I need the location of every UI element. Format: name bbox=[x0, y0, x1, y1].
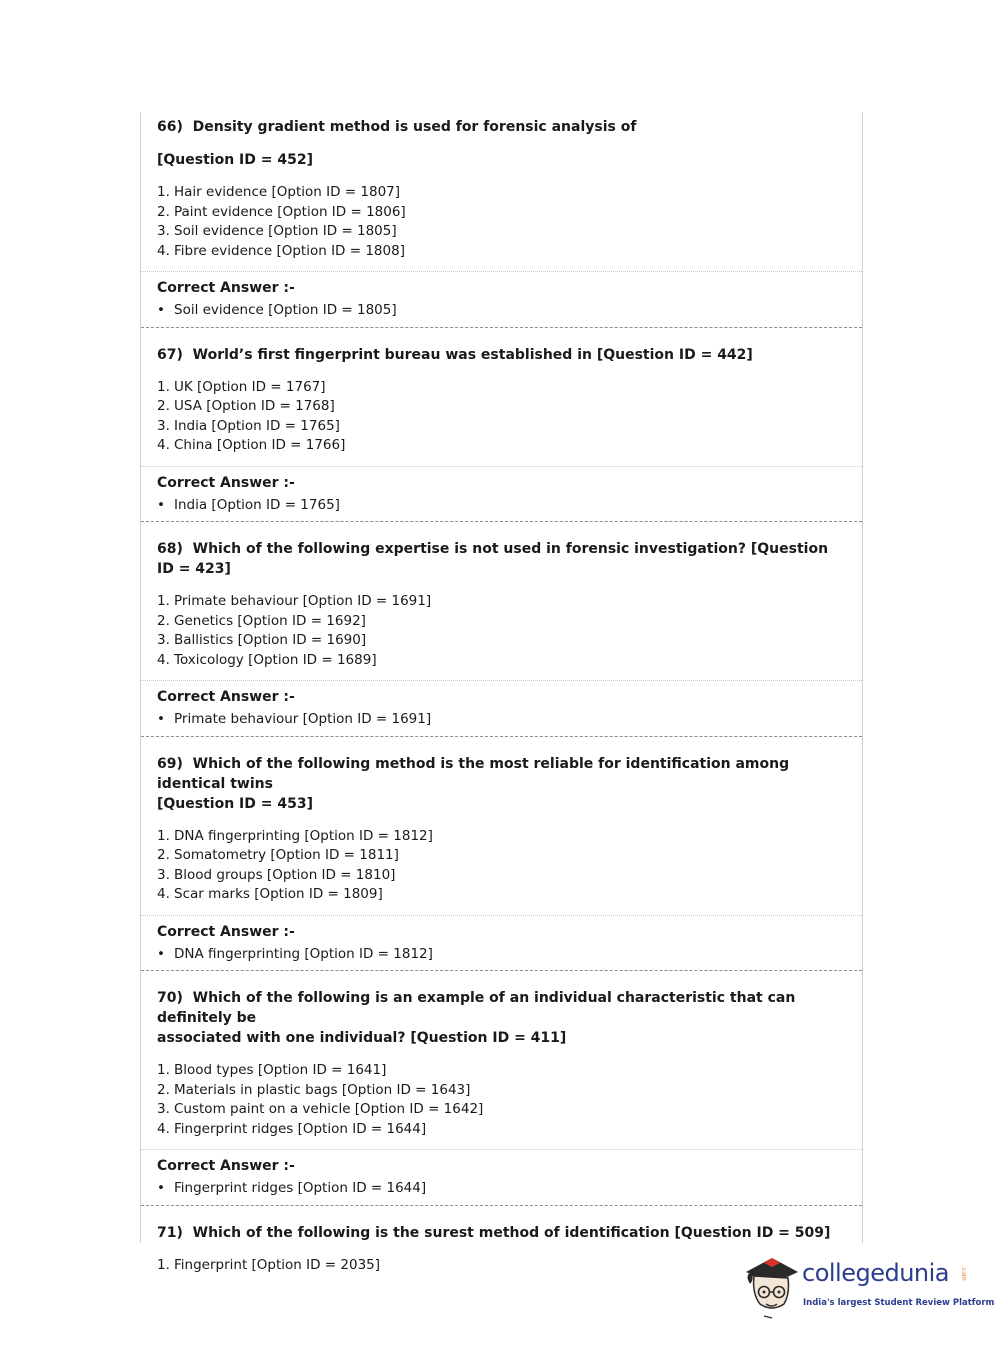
mascot-icon bbox=[742, 1250, 802, 1320]
question-67 bbox=[141, 328, 862, 523]
options-list bbox=[157, 827, 846, 915]
answer-value: • Soil evidence [Option ID = 1805] bbox=[157, 302, 397, 318]
correct-answer bbox=[141, 1149, 862, 1205]
option-item: 2. Materials in plastic bags [Option ID = 1643] bbox=[157, 1081, 471, 1098]
question-68 bbox=[141, 522, 862, 737]
question-69 bbox=[141, 737, 862, 972]
collegedunia-logo[interactable] bbox=[742, 1250, 995, 1320]
answer-label: Correct Answer :- bbox=[157, 280, 295, 296]
question-text: 71) Which of the following is the surest method of identification [Question ID = 509] bbox=[157, 1224, 831, 1241]
question-66 bbox=[141, 112, 862, 328]
answer-label: Correct Answer :- bbox=[157, 474, 295, 491]
answer-value: • Primate behaviour [Option ID = 1691] bbox=[157, 711, 432, 727]
correct-answer bbox=[141, 680, 862, 736]
option-item: 3. Blood groups [Option ID = 1810] bbox=[157, 866, 396, 883]
correct-answer bbox=[141, 466, 862, 522]
question-paper bbox=[140, 112, 863, 1273]
question-text: 67) World’s first fingerprint bureau was established in [Question ID = 442] bbox=[157, 346, 753, 363]
option-item: 2. Paint evidence [Option ID = 1806] bbox=[157, 203, 406, 220]
logo-com-text: .com bbox=[960, 1266, 967, 1281]
options-list bbox=[157, 183, 846, 271]
option-item: 4. Toxicology [Option ID = 1689] bbox=[157, 651, 377, 668]
option-item: 2. USA [Option ID = 1768] bbox=[157, 398, 335, 414]
option-item: 2. Genetics [Option ID = 1692] bbox=[157, 612, 366, 629]
answer-label: Correct Answer :- bbox=[157, 689, 295, 705]
options-list bbox=[157, 378, 846, 466]
question-70 bbox=[141, 971, 862, 1206]
option-item: 1. Hair evidence [Option ID = 1807] bbox=[157, 184, 401, 200]
options-list bbox=[157, 1061, 846, 1149]
correct-answer bbox=[141, 915, 862, 971]
question-text: 69) Which of the following method is the most reliable for identification among identical twins [Question ID = 453] bbox=[157, 755, 790, 812]
options-list bbox=[157, 592, 846, 680]
answer-value: • India [Option ID = 1765] bbox=[157, 496, 340, 513]
correct-answer bbox=[141, 271, 862, 327]
option-item: 4. Scar marks [Option ID = 1809] bbox=[157, 886, 383, 902]
option-item: 3. India [Option ID = 1765] bbox=[157, 417, 340, 434]
option-item: 4. Fibre evidence [Option ID = 1808] bbox=[157, 242, 405, 259]
answer-label: Correct Answer :- bbox=[157, 1158, 295, 1174]
option-item: 1. DNA fingerprinting [Option ID = 1812] bbox=[157, 827, 433, 844]
option-item: 2. Somatometry [Option ID = 1811] bbox=[157, 847, 399, 863]
option-item: 1. Blood types [Option ID = 1641] bbox=[157, 1062, 387, 1078]
question-id: [Question ID = 452] bbox=[157, 152, 313, 168]
option-item: 4. Fingerprint ridges [Option ID = 1644] bbox=[157, 1120, 427, 1137]
answer-label: Correct Answer :- bbox=[157, 923, 295, 940]
logo-tagline: India's largest Student Review Platform bbox=[803, 1298, 995, 1308]
answer-value: • DNA fingerprinting [Option ID = 1812] bbox=[157, 945, 433, 962]
option-item: 1. Fingerprint [Option ID = 2035] bbox=[157, 1256, 381, 1273]
option-item: 1. UK [Option ID = 1767] bbox=[157, 378, 326, 395]
question-text: 66) Density gradient method is used for forensic analysis of bbox=[157, 119, 637, 135]
option-item: 3. Soil evidence [Option ID = 1805] bbox=[157, 223, 397, 239]
option-item: 3. Ballistics [Option ID = 1690] bbox=[157, 632, 367, 648]
option-item: 4. China [Option ID = 1766] bbox=[157, 437, 346, 453]
answer-value: • Fingerprint ridges [Option ID = 1644] bbox=[157, 1180, 427, 1196]
option-item: 1. Primate behaviour [Option ID = 1691] bbox=[157, 593, 432, 609]
question-text: 70) Which of the following is an example of an individual characteristic that can definitely be associated with one individual? [Question ID = 411] bbox=[157, 990, 796, 1046]
option-item: 3. Custom paint on a vehicle [Option ID = 1642] bbox=[157, 1101, 484, 1117]
logo-brand-text: collegedunia bbox=[802, 1259, 950, 1287]
question-text: 68) Which of the following expertise is not used in forensic investigation? [Question ID = 423] bbox=[157, 541, 833, 577]
